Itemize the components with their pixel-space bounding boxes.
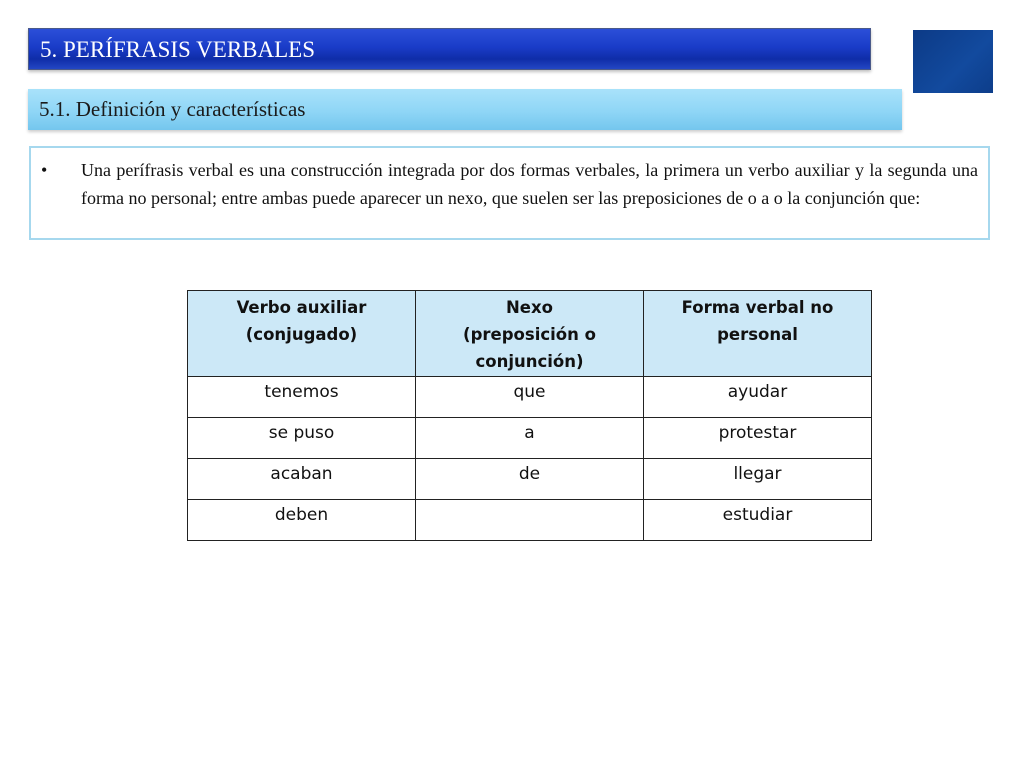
cell-verbo-auxiliar: tenemos <box>188 377 416 418</box>
table-row <box>188 377 872 418</box>
header-line: Nexo <box>506 298 553 317</box>
cell-nexo: que <box>416 377 644 418</box>
header-line: conjunción) <box>475 352 584 371</box>
cell-forma-no-personal: ayudar <box>644 377 872 418</box>
cell-nexo: de <box>416 459 644 500</box>
definition-box <box>29 146 990 240</box>
header-line: Forma verbal no <box>681 298 834 317</box>
slide-title: 5. PERÍFRASIS VERBALES <box>28 28 871 70</box>
slide-subtitle: 5.1. Definición y características <box>28 89 902 130</box>
definition-text: Una perífrasis verbal es una construcción integrada por dos formas verbales, la primera un verbo auxiliar y la segunda una forma no personal; entre ambas puede aparecer un nexo, que suelen ser las preposiciones de o a o la conjunción que: <box>81 160 978 208</box>
bullet-icon: • <box>41 160 48 180</box>
cell-verbo-auxiliar: deben <box>188 500 416 541</box>
cell-nexo: a <box>416 418 644 459</box>
header-line: (preposición o <box>463 325 596 344</box>
decorative-square <box>913 30 993 93</box>
header-forma-no-personal <box>644 291 872 377</box>
cell-verbo-auxiliar: acaban <box>188 459 416 500</box>
bullet-item <box>41 156 978 212</box>
periphrasis-table <box>187 290 872 541</box>
header-verbo-auxiliar <box>188 291 416 377</box>
header-line: (conjugado) <box>245 325 358 344</box>
table-row <box>188 500 872 541</box>
header-nexo <box>416 291 644 377</box>
cell-forma-no-personal: protestar <box>644 418 872 459</box>
table-row <box>188 418 872 459</box>
cell-forma-no-personal: llegar <box>644 459 872 500</box>
header-line: personal <box>717 325 798 344</box>
header-line: Verbo auxiliar <box>236 298 367 317</box>
table-header-row <box>188 291 872 377</box>
cell-verbo-auxiliar: se puso <box>188 418 416 459</box>
table-row <box>188 459 872 500</box>
cell-forma-no-personal: estudiar <box>644 500 872 541</box>
cell-nexo <box>416 500 644 541</box>
